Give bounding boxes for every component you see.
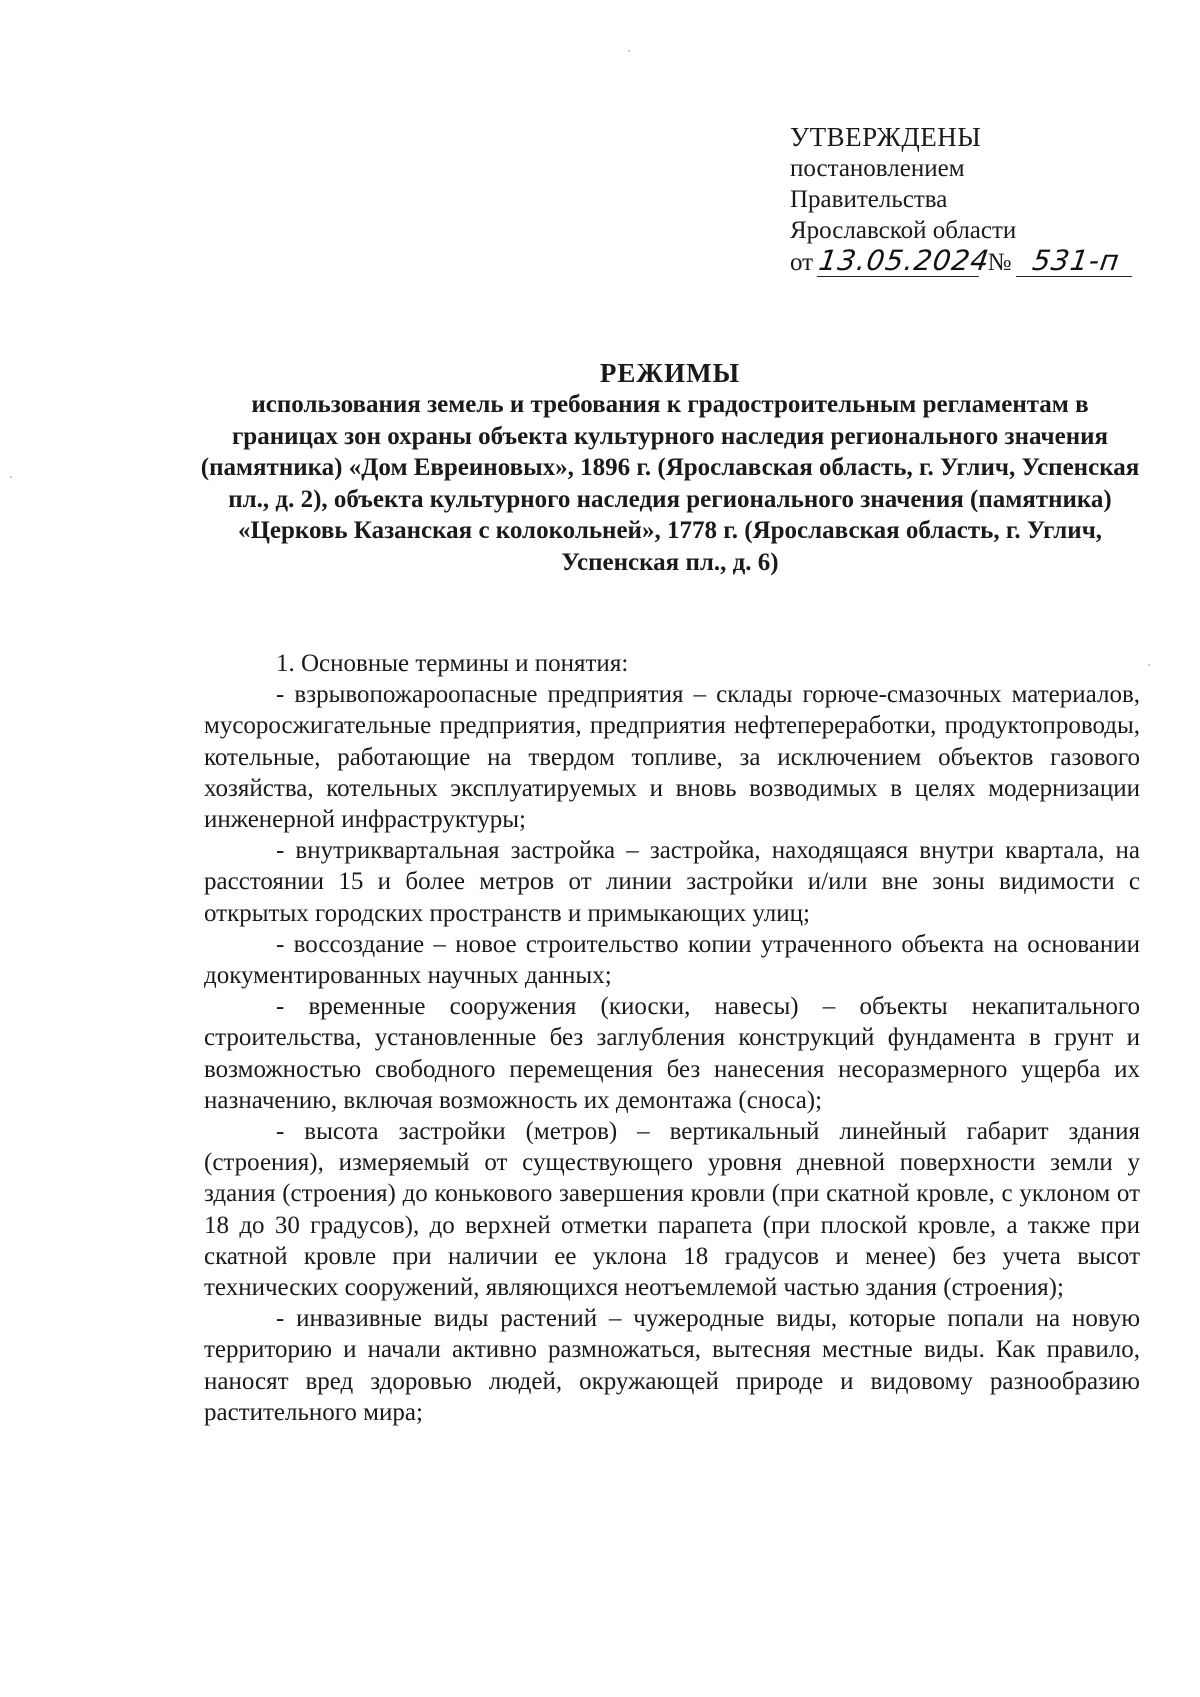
number-prefix: № <box>987 249 1012 276</box>
approval-line-2: Правительства <box>790 186 948 213</box>
title-subtitle: использования земель и требования к градостроительным регламентам в границах зон охраны объекта культурного наследия регионального значения (памятника) «Дом Евреиновых», 1896 г. (Ярославская область, г. Углич, Успенская пл., д. 2), объекта культурного наследия регионального значения (памятника) «Церковь Казанская с колокольней», 1778 г. (Ярославская область, г. Углич, Успенская пл., д. 6) <box>200 391 1140 576</box>
scan-speck <box>1148 664 1150 666</box>
term-paragraph: - инвазивные виды растений – чужеродные виды, которые попали на новую территорию и начали активно размножаться, вытесняя местные виды. Как правило, наносят вред здоровью людей, окружающей природе и видовому разнообразию растительного мира; <box>204 1305 1140 1426</box>
term-paragraph: - внутриквартальная застройка – застройка, находящаяся внутри квартала, на расстоянии 15 и более метров от линии застройки и/или вне зоны видимости с открытых городских пространств и примыкающих улиц; <box>204 837 1140 927</box>
approval-line-3: Ярославской области <box>790 217 1017 244</box>
approval-date-line <box>790 246 1170 278</box>
term-paragraph: - временные сооружения (киоски, навесы) – объекты некапитального строительства, установленные без заглубления конструкций фундамента в грунт и возможностью свободного перемещения без нанесения несоразмерного ущерба их назначению, включая возможность их демонтажа (сноса); <box>204 993 1140 1114</box>
section-heading: 1. Основные термины и понятия: <box>276 650 629 677</box>
handwritten-date: 13.05.2024 <box>817 244 993 277</box>
scan-speck <box>10 476 12 478</box>
title-heading: РЕЖИМЫ <box>599 358 741 388</box>
handwritten-number: 531-п <box>1016 246 1136 277</box>
approved-label: УТВЕРЖДЕНЫ <box>790 122 982 152</box>
scan-speck <box>628 50 630 52</box>
document-title <box>200 357 1140 578</box>
approval-stamp-block <box>790 122 1170 278</box>
term-paragraph: - взрывопожароопасные предприятия – склады горюче-смазочных материалов, мусоросжигательные предприятия, предприятия нефтепереработки, продуктопроводы, котельные, работающие на твердом топливе, за исключением объектов газового хозяйства, котельных эксплуатируемых и вновь возводимых в целях модернизации инженерной инфраструктуры; <box>204 681 1140 834</box>
approval-line-1: постановлением <box>790 155 965 182</box>
term-paragraph: - воссоздание – новое строительство копии утраченного объекта на основании документированных научных данных; <box>204 930 1140 990</box>
term-paragraph: - высота застройки (метров) – вертикальный линейный габарит здания (строения), измеряемый от существующего уровня дневной поверхности земли у здания (строения) до конькового завершения кровли (при скатной кровле, с уклоном от 18 до 30 градусов), до верхней отметки парапета (при плоской кровле, а также при скатной кровле при наличии ее уклона 18 градусов и менее) без учета высот технических сооружений, являющихся неотъемлемой частью здания (строения); <box>204 1118 1140 1302</box>
from-prefix: от <box>790 249 814 276</box>
document-body <box>204 648 1140 1428</box>
